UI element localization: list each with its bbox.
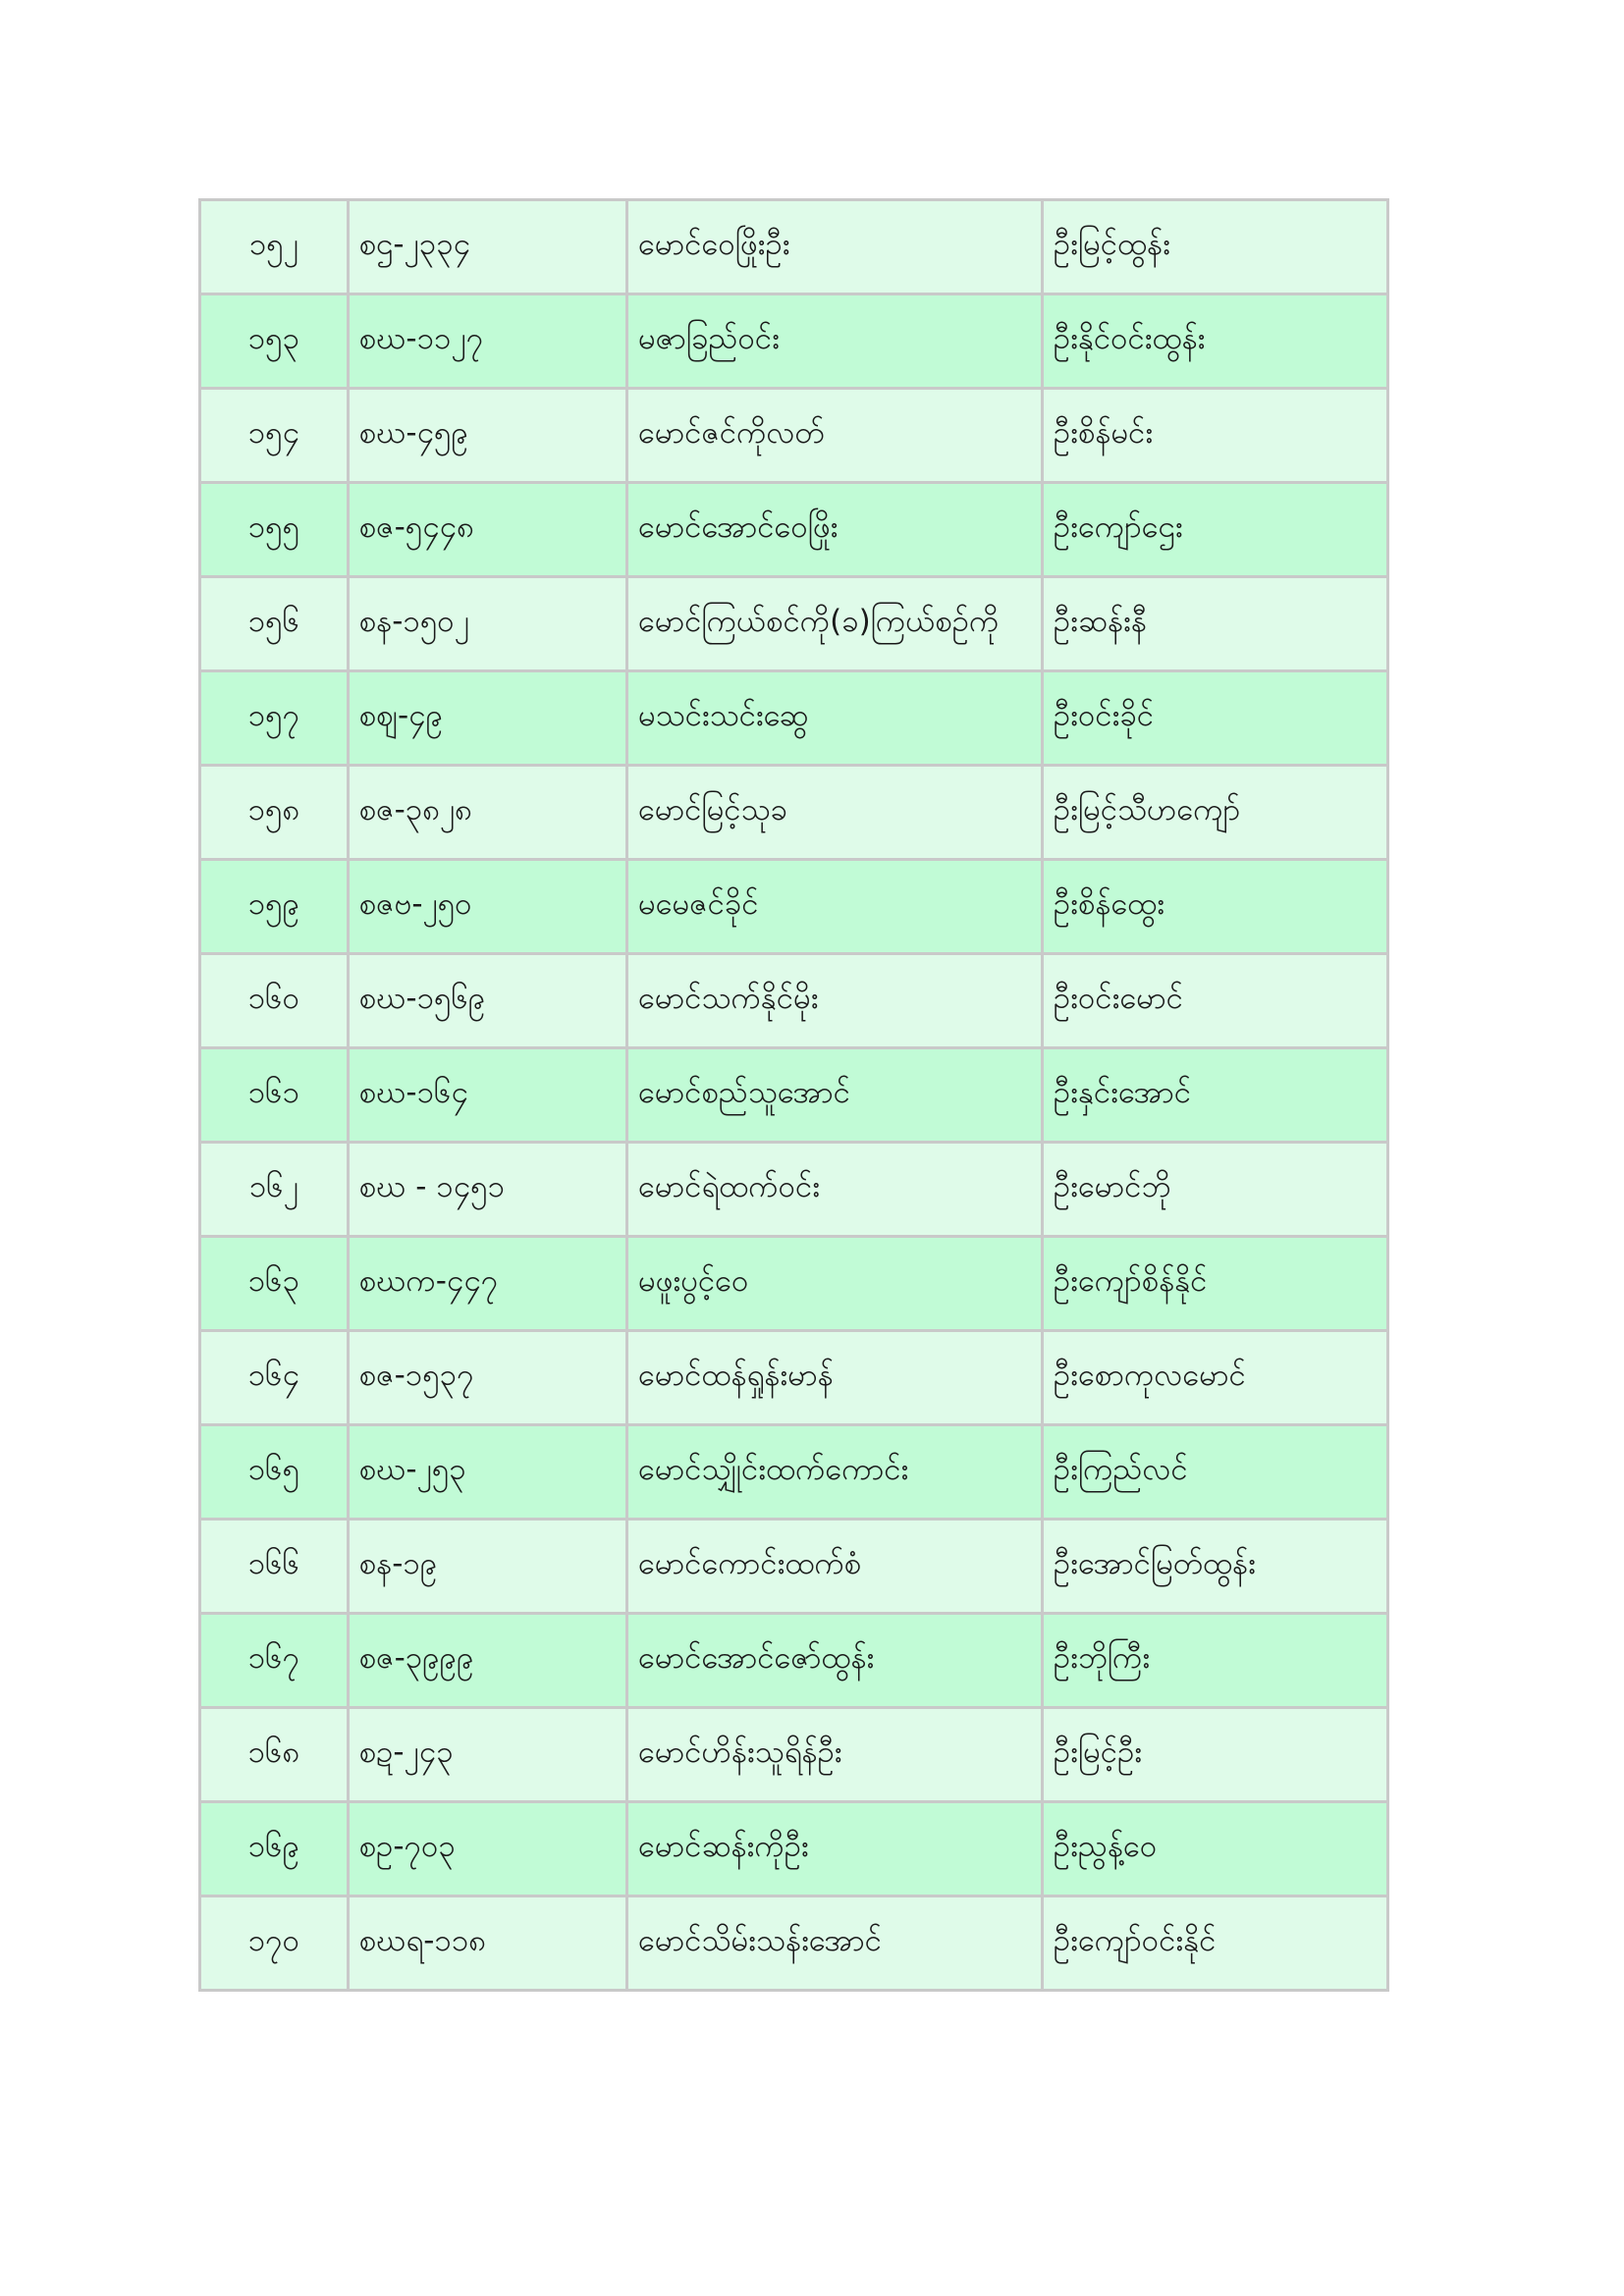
father-name-cell: ဦးအောင်မြတ်ထွန်း [1042,1520,1387,1614]
row-number-cell: ၁၅၇ [200,671,349,766]
father-name-cell: ဦးဆန်းနီ [1042,577,1387,671]
table-row [200,671,1388,766]
registration-id-cell: စဥ-၇၀၃ [348,1802,626,1896]
table-row [200,1048,1388,1143]
registration-id-cell: စန-၁၅၀၂ [348,577,626,671]
table-row [200,1237,1388,1331]
student-name-cell: မောင်သျှိုင်းထက်ကောင်း [627,1425,1043,1520]
table-row [200,766,1388,860]
father-name-cell: ဦးမြင့်ဦး [1042,1708,1387,1802]
registration-id-cell: စဃ - ၁၄၅၁ [348,1143,626,1237]
student-name-cell: မောင်ဇင်ကိုလတ် [627,389,1043,483]
student-name-cell: မောင်ဟိန်းသူရိန်ဦး [627,1708,1043,1802]
row-number-cell: ၁၆၂ [200,1143,349,1237]
table-body [200,200,1388,1991]
father-name-cell: ဦးနှင်းအောင် [1042,1048,1387,1143]
registration-id-cell: စဃ-၄၅၉ [348,389,626,483]
table-row [200,1331,1388,1425]
registration-id-cell: စဃက-၄၄၇ [348,1237,626,1331]
registration-id-cell: စဃ-၂၅၃ [348,1425,626,1520]
registration-id-cell: စဃ-၁၅၆၉ [348,954,626,1048]
row-number-cell: ၁၆၀ [200,954,349,1048]
father-name-cell: ဦးကြည်လင် [1042,1425,1387,1520]
registration-id-cell: စဇ-၅၄၄၈ [348,483,626,577]
father-name-cell: ဦးဝင်းမောင် [1042,954,1387,1048]
father-name-cell: ဦးဘိုကြီး [1042,1614,1387,1708]
registration-id-cell: စဇ-၁၅၃၇ [348,1331,626,1425]
student-name-cell: မဖူးပွင့်ဝေ [627,1237,1043,1331]
student-name-cell: မမေဇင်ခိုင် [627,860,1043,954]
registration-id-cell: စဃ-၁၆၄ [348,1048,626,1143]
row-number-cell: ၁၆၅ [200,1425,349,1520]
student-name-cell: မောင်ဆန်းကိုဦး [627,1802,1043,1896]
father-name-cell: ဦးနိုင်ဝင်းထွန်း [1042,294,1387,389]
row-number-cell: ၁၆၄ [200,1331,349,1425]
row-number-cell: ၁၅၂ [200,200,349,294]
father-name-cell: ဦးညွန့်ဝေ [1042,1802,1387,1896]
registration-id-cell: စဌ-၂၃၃၄ [348,200,626,294]
registration-id-cell: စဇ-၃၈၂၈ [348,766,626,860]
table-row [200,1708,1388,1802]
registration-id-cell: စဇဗ-၂၅၀ [348,860,626,954]
table-row [200,1802,1388,1896]
father-name-cell: ဦးဝင်းခိုင် [1042,671,1387,766]
row-number-cell: ၁၅၃ [200,294,349,389]
father-name-cell: ဦးမြင့်သီဟကျော် [1042,766,1387,860]
student-name-cell: မောင်စည်သူအောင် [627,1048,1043,1143]
row-number-cell: ၁၇၀ [200,1896,349,1991]
row-number-cell: ၁၅၅ [200,483,349,577]
father-name-cell: ဦးမြင့်ထွန်း [1042,200,1387,294]
row-number-cell: ၁၆၈ [200,1708,349,1802]
father-name-cell: ဦးစိန်ထွေး [1042,860,1387,954]
table-row [200,1425,1388,1520]
table-row [200,1896,1388,1991]
student-name-cell: မောင်ရဲထက်ဝင်း [627,1143,1043,1237]
registration-id-cell: စဃရ-၁၁၈ [348,1896,626,1991]
table-row [200,200,1388,294]
student-list-table [198,198,1389,1992]
student-name-cell: မောင်ကောင်းထက်စံ [627,1520,1043,1614]
table-row [200,294,1388,389]
registration-id-cell: စန-၁၉ [348,1520,626,1614]
student-name-cell: မဇာခြည်ဝင်း [627,294,1043,389]
row-number-cell: ၁၅၉ [200,860,349,954]
row-number-cell: ၁၆၃ [200,1237,349,1331]
student-name-cell: မောင်သိမ်းသန်းအောင် [627,1896,1043,1991]
student-name-cell: မောင်ထန်ရှုန်းမာန် [627,1331,1043,1425]
row-number-cell: ၁၅၆ [200,577,349,671]
table-row [200,860,1388,954]
student-name-cell: မောင်ဝေဖြိုးဦး [627,200,1043,294]
table-row [200,1143,1388,1237]
table-row [200,1520,1388,1614]
father-name-cell: ဦးစောကုလမောင် [1042,1331,1387,1425]
table-row [200,954,1388,1048]
row-number-cell: ၁၆၉ [200,1802,349,1896]
registration-id-cell: စဈ-၄၉ [348,671,626,766]
row-number-cell: ၁၅၈ [200,766,349,860]
father-name-cell: ဦးမောင်ဘို [1042,1143,1387,1237]
table-row [200,389,1388,483]
father-name-cell: ဦးကျော်ဌေး [1042,483,1387,577]
row-number-cell: ၁၆၆ [200,1520,349,1614]
student-name-cell: မောင်သက်နိုင်မိုး [627,954,1043,1048]
table-row [200,483,1388,577]
student-name-cell: မောင်အောင်ဝေဖြိုး [627,483,1043,577]
student-name-cell: မောင်အောင်ဇော်ထွန်း [627,1614,1043,1708]
row-number-cell: ၁၆၇ [200,1614,349,1708]
table-row [200,577,1388,671]
father-name-cell: ဦးကျော်စိန်နိုင် [1042,1237,1387,1331]
registration-id-cell: စဇ-၃၉၉၉ [348,1614,626,1708]
table-row [200,1614,1388,1708]
row-number-cell: ၁၅၄ [200,389,349,483]
student-name-cell: မောင်မြင့်သုခ [627,766,1043,860]
student-name-cell: မသင်းသင်းဆွေ [627,671,1043,766]
registration-id-cell: စဍ-၂၄၃ [348,1708,626,1802]
row-number-cell: ၁၆၁ [200,1048,349,1143]
student-name-cell: မောင်ကြယ်စင်ကို(ခ)ကြယ်စဉ်ကို [627,577,1043,671]
registration-id-cell: စဃ-၁၁၂၇ [348,294,626,389]
father-name-cell: ဦးစိန်မင်း [1042,389,1387,483]
father-name-cell: ဦးကျော်ဝင်းနိုင် [1042,1896,1387,1991]
